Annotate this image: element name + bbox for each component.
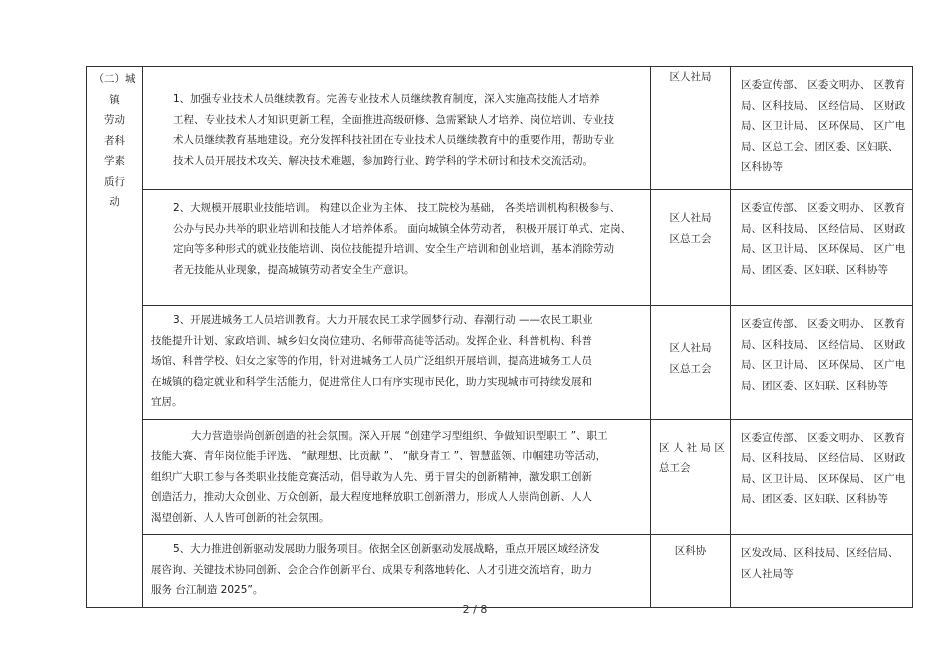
lead-department: 区人社局 <box>651 67 731 190</box>
section-label: 学素 <box>104 155 125 167</box>
page-number: 2 / 8 <box>462 603 488 616</box>
section-label: 镇 <box>109 93 120 106</box>
table-row <box>87 419 913 535</box>
lead-department: 区科协 <box>651 535 731 608</box>
table-row <box>87 190 913 306</box>
section-label: 劳动 <box>104 114 125 126</box>
task-description: 3、开展进城务工人员培训教育。大力开展农民工求学圆梦行动、春潮行动 ——农民工职业 技能提升计划、家政培训、城乡妇女岗位建功、名师带高徒等活动。发挥企业、科普机构、科普 场馆、科普学校、妇女之家等的作用，针对进城务工人员广泛组织开展培训，提高进城务工人员 在城镇的稳定就业和科学生活能力，促进常住人口有序实现市民化，助力实现城市可持续发展和 宜居。 <box>143 306 651 420</box>
cooperating-departments: 区委宣传部、 区委文明办、 区教育 局、区科技局、 区经信局、 区财政 局、区卫计局、 区环保局、 区广电 局、团区委、区妇联、区科协等 <box>731 306 913 420</box>
table-row <box>87 306 913 420</box>
cooperating-departments: 区发改局、区科技局、区经信局、 区人社局等 <box>731 535 913 608</box>
action-plan-table <box>86 66 913 608</box>
section-label: （二）城 <box>93 73 136 85</box>
table-row <box>87 67 913 190</box>
task-description: 1、加强专业技术人员继续教育。完善专业技术人员继续教育制度，深入实施高技能人才培养 工程、专业技术人才知识更新工程，全面推进高级研修、急需紧缺人才培养、岗位培训、专业技 术人员继续教育基地建设。充分发挥科技社团在专业技术人员继续教育中的重要作用，帮助专业 技术人员开展技术攻关、解决技术难题，参加跨行业、跨学科的学术研讨和技术交流活动。 <box>143 67 651 190</box>
cooperating-departments: 区委宣传部、 区委文明办、 区教育 局、区科技局、 区经信局、 区财政 局、区卫计局、 区环保局、 区广电 局、团区委、区妇联、区科协等 <box>731 190 913 306</box>
table-row <box>87 535 913 608</box>
cooperating-departments: 区委宣传部、 区委文明办、 区教育 局、区科技局、 区经信局、 区财政 局、区卫计局、 区环保局、 区广电 局、团区委、区妇联、区科协等 <box>731 419 913 535</box>
section-label-cell <box>87 67 143 608</box>
task-description: 2、大规模开展职业技能培训。 构建以企业为主体、 技工院校为基础， 各类培训机构积极参与、 公办与民办共举的职业培训和技能人才培养体系。 面向城镇全体劳动者， 积极开展订单式、定岗、 定向等多种形式的就业技能培训、岗位技能提升培训、安全生产培训和创业培训，基本消除劳动 者无技能从业现象，提高城镇劳动者安全生产意识。 <box>143 190 651 306</box>
cooperating-departments: 区委宣传部、 区委文明办、 区教育 局、区科技局、 区经信局、 区财政 局、区卫计局、 区环保局、 区广电 局、区总工会、团区委、区妇联、 区科协等 <box>731 67 913 190</box>
task-description: 5、大力推进创新驱动发展助力服务项目。依据全区创新驱动发展战略，重点开展区域经济发 展咨询、关键技术协同创新、会企合作创新平台、成果专利落地转化、人才引进交流培育，助力 服务 台江制造 2025”。 <box>143 535 651 608</box>
lead-department: 区人社局 区总工会 <box>651 190 731 306</box>
lead-department: 区人社局 区总工会 <box>651 306 731 420</box>
task-description: 大力营造崇尚创新创造的社会氛围。深入开展 “创建学习型组织、争做知识型职工 ”、职工 技能大赛、青年岗位能手评选、 “献理想、比贡献 ”、 “献身青工 ”、智慧蓝领、巾帼建功等活动， 组织广大职工参与各类职业技能竞赛活动，倡导敢为人先、勇于冒尖的创新精神，激发职工创新 创造活力，推动大众创业、万众创新，最大程度地释放职工创新潜力，形成人人崇尚创新、人人 渴望创新、人人皆可创新的社会氛围。 <box>143 419 651 535</box>
section-label: 质行 <box>104 175 125 188</box>
section-label: 动 <box>109 196 120 208</box>
lead-department: 区 人 社 局 区 总工会 <box>651 419 731 535</box>
section-label: 者科 <box>104 134 125 147</box>
